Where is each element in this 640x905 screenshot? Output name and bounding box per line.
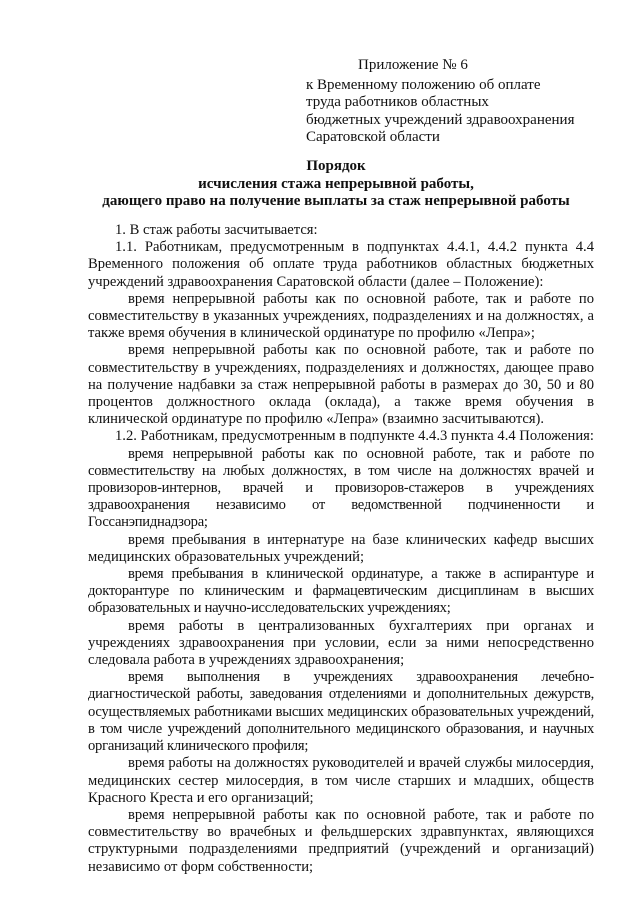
heading-line-2: исчисления стажа непрерывной работы,: [198, 175, 474, 192]
heading-line-3: дающего право на получение выплаты за стаж непрерывной работы: [102, 193, 570, 209]
appendix-line: Саратовской области: [306, 129, 440, 145]
paragraph-clause-1-2: 1.2. Работникам, предусмотренным в подпункте 4.4.3 пункта 4.4 Положения:: [115, 428, 594, 445]
paragraph-item: время пребывания в интернатуре на базе клинических кафедр высших медицинских образовательных учреждений;: [88, 531, 594, 565]
appendix-line: к Временному положению об оплате: [306, 76, 541, 93]
paragraph-clause-1: 1. В стаж работы засчитывается:: [115, 222, 318, 238]
appendix-line: бюджетных учреждений здравоохранения: [306, 111, 575, 128]
paragraph-clause-1-1: 1.1. Работникам, предусмотренным в подпунктах 4.4.1, 4.4.2 пункта 4.4 Временного положения об оплате труда работников областных бюджетных учреждений здравоохранения Саратовской области (далее – Положение):: [88, 239, 594, 290]
appendix-block: [306, 57, 606, 147]
appendix-title: Приложение № 6: [358, 57, 468, 73]
paragraph-item: время непрерывной работы как по основной работе, так и работе по совместительству во врачебных и фельдшерских здравпунктах, являющихся структурными подразделениями предприятий (учреждений и организаций) независимо от форм собственности;: [88, 806, 594, 875]
paragraph-item: время работы в централизованных бухгалтериях при органах и учреждениях здравоохранения при условии, если за ними непосредственно следовала работа в учреждениях здравоохранения;: [88, 617, 594, 669]
paragraph-item: время работы на должностях руководителей и врачей службы милосердия, медицинских сестер милосердия, в том числе старших и младших, обществ Красного Креста и его организаций;: [88, 755, 594, 806]
document-heading: [86, 158, 586, 211]
heading-line-1: Порядок: [306, 158, 366, 174]
paragraph-item: время непрерывной работы как по основной работе, так и работе по совместительству в учреждениях, подразделениях и должностях, дающее право на получение надбавки за стаж непрерывной работы в размерах до 30, 50 и 80 процентов должностного оклада (оклада), а также время обучения в клинической ординатуре по профилю «Лепра» (взаимно засчитываются).: [88, 342, 594, 428]
appendix-line: труда работников областных: [306, 94, 489, 110]
paragraph-item: время выполнения в учреждениях здравоохранения лечебно-диагностической работы, заведования отделениями и дополнительных дежурств, осуществляемых работниками высших медицинских образовательных учреждений, в том числе учреждений дополнительного медицинского образования, и научных организаций клинического профиля;: [88, 669, 594, 755]
document-body: [88, 222, 594, 876]
paragraph-item: время непрерывной работы как по основной работе, так и работе по совместительству на любых должностях, в том числе на должностях врачей и провизоров-интернов, врачей и провизоров-стажеров в учреждениях здравоохранения независимо от ведомственной подчиненности и Госсанэпиднадзора;: [88, 445, 594, 531]
paragraph-item: время пребывания в клинической ординатуре, а также в аспирантуре и докторантуре по клиническим и фармацевтическим дисциплинам в высших образовательных и научно-исследовательских учреждениях;: [88, 566, 594, 617]
paragraph-item: время непрерывной работы как по основной работе, так и работе по совместительству в указанных учреждениях, подразделениях и на должностях, а также время обучения в клинической ординатуре по профилю «Лепра»;: [88, 290, 594, 342]
